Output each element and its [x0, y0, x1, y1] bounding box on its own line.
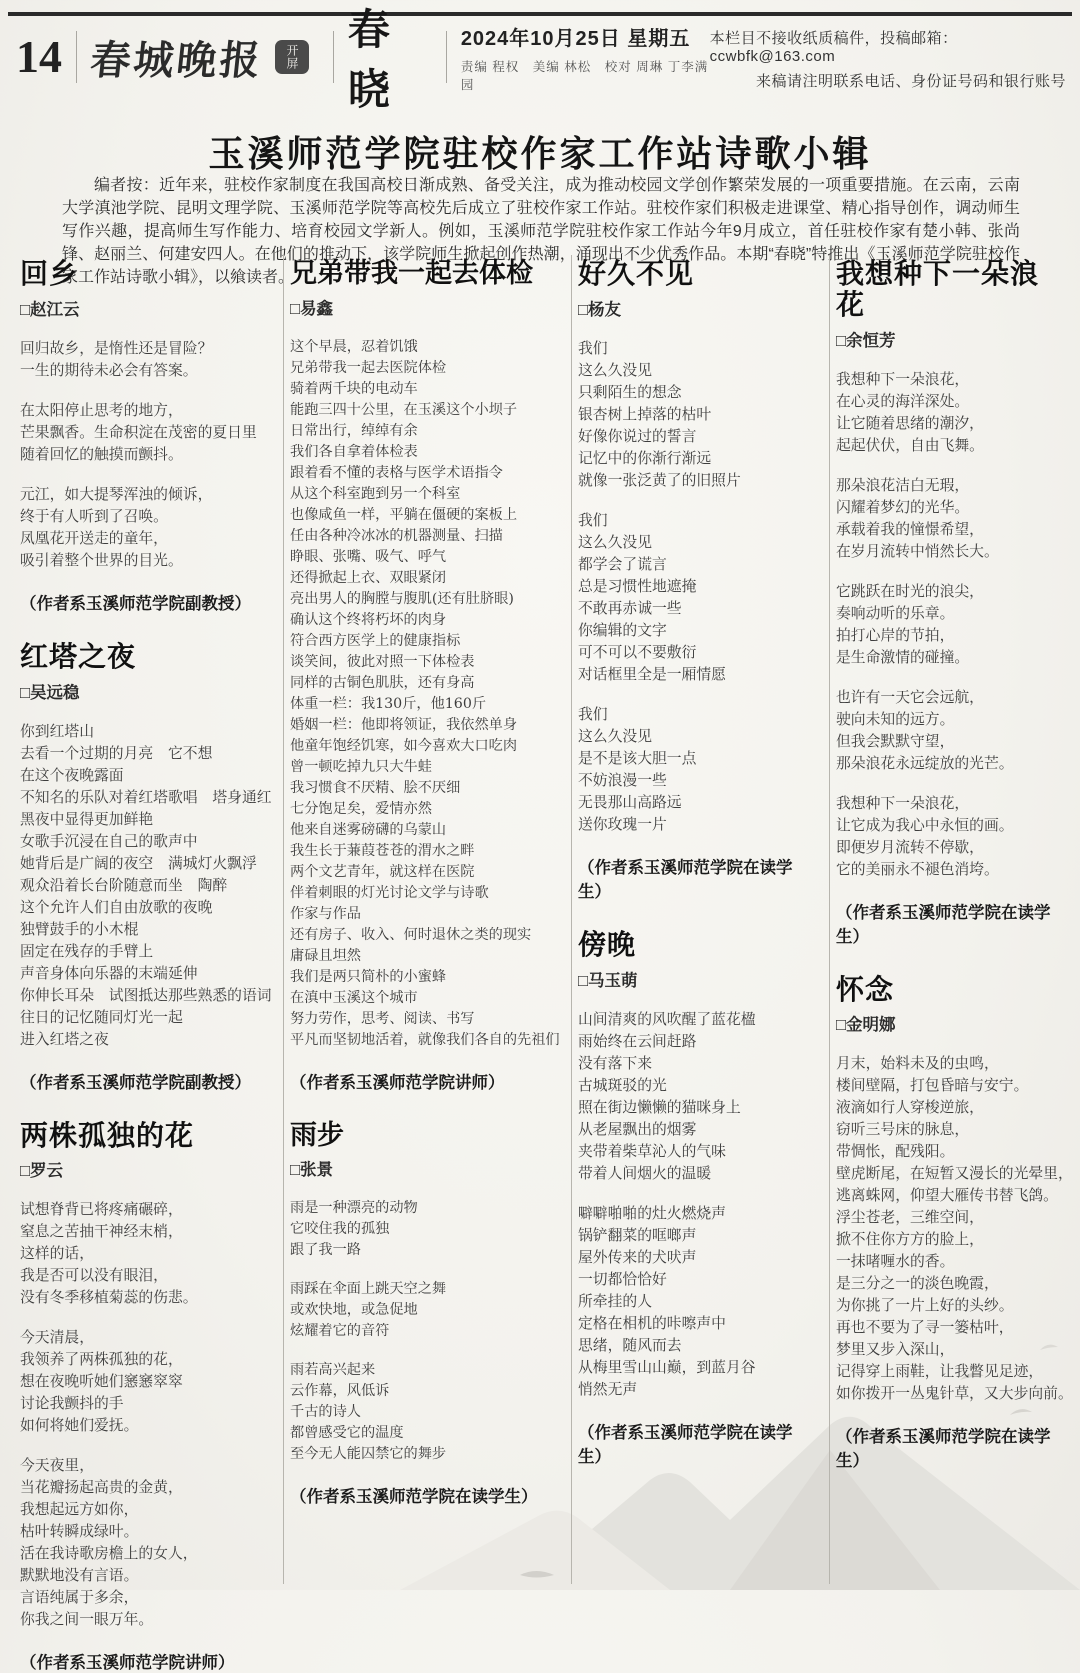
- poem-title: 两株孤独的花: [20, 1119, 195, 1151]
- poem-line: 壁虎断尾，在短暂又漫长的光晕里，: [836, 1165, 1073, 1183]
- poem-line: 我们: [578, 339, 608, 357]
- poem: [578, 259, 815, 902]
- poem-line: 你编辑的文字: [578, 621, 667, 639]
- poem-title: 兄弟带我一起去体检: [290, 258, 533, 288]
- poem-stanza: [836, 1053, 1073, 1405]
- poem-line: 不妨浪漫一些: [578, 771, 667, 789]
- poem-line: 今天清晨，: [20, 1329, 94, 1347]
- poem-stanza: [578, 1203, 815, 1401]
- poem-line: 这么久没见: [578, 727, 652, 745]
- poem-line: 窒息之苦抽干神经末梢，: [20, 1223, 183, 1241]
- poem-author: □马玉萌: [578, 971, 638, 990]
- poem-line: 在这个夜晚露面: [20, 766, 124, 784]
- poem-line: 观众沿着长台阶随意而坐 陶醉: [20, 876, 228, 894]
- poem-stanza: [20, 1199, 269, 1309]
- poem-line: 是生命激情的碰撞。: [836, 648, 970, 666]
- poem-title: 我想种下一朵浪花: [836, 258, 1040, 320]
- poem-line: 日常出行，绰绰有余: [290, 422, 418, 439]
- poem-line: 掀不住你方方的脸上，: [836, 1231, 984, 1249]
- poem-line: 窃听三号床的脉息，: [836, 1121, 970, 1139]
- newspaper-logo: 春城晚报: [88, 36, 266, 84]
- masthead-divider: [333, 31, 334, 83]
- poem-line: 他童年饱经饥寒，如今喜欢大口吃肉: [290, 737, 518, 754]
- poem: [290, 1121, 557, 1508]
- poem-line: 跟了我一路: [290, 1242, 361, 1259]
- poem-line: 回归故乡，是惰性还是冒险？: [20, 339, 213, 357]
- poem-line: 伴着刺眼的灯光讨论文学与诗歌: [290, 884, 489, 901]
- poem-line: 我们: [578, 511, 608, 529]
- poem-line: 活在我诗歌房檐上的女人，: [20, 1545, 198, 1563]
- poem-line: 平凡而坚韧地活着，就像我们各自的先祖们: [290, 1031, 560, 1048]
- editor-note: 编者按：近年来，驻校作家制度在我国高校日渐成熟、备受关注，成为推动校园文学创作繁荣发展的一项重要措施。在云南，云南大学滇池学院、昆明文理学院、玉溪师范学院等高校先后成立了驻校作家工作站。驻校作家们积极走进课堂、精心指导创作，调动师生写作兴趣，提高师生写作能力、培育校园文学新人。例如，玉溪师范学院驻校作家工作站今年9月成立，首任驻校作家有楚小韩、张尚锋、赵丽兰、何建安四人。在他们的推动下，该学院师生掀起创作热潮，涌现出不少优秀作品。本期“春晓”特推出《玉溪师范学院驻校作家工作站诗歌小辑》，以飨读者。: [62, 177, 1020, 286]
- poem-line: 确认这个终将朽坏的肉身: [290, 611, 447, 628]
- poem-attribution: （作者系玉溪师范学院讲师）: [290, 1073, 505, 1092]
- poem-stanza: [836, 475, 1058, 563]
- poem-line: 去看一个过期的月亮 它不想: [20, 744, 213, 762]
- poem-line: 让它随着思绪的潮汐，: [836, 414, 984, 432]
- poem-line: 谈笑间，彼此对照一下体检表: [290, 653, 475, 670]
- poem-line: 只剩陌生的想念: [578, 383, 682, 401]
- poem-line: 两个文艺青年，就这样在医院: [290, 863, 475, 880]
- poem-line: 那朵浪花洁白无瑕，: [836, 476, 970, 494]
- poem-line: 声音身体向乐器的末端延伸: [20, 964, 198, 982]
- poem-line: 再也不要为了寻一篓枯叶，: [836, 1319, 1014, 1337]
- poem-line: 没有冬季移植菊蕊的伤悲。: [20, 1289, 198, 1307]
- poem-line: 一生的期待未必会有答案。: [20, 361, 198, 379]
- poem-line: 可不可以不要敷衍: [578, 643, 697, 661]
- poem-line: 噼噼啪啪的灶火燃烧声: [578, 1204, 726, 1222]
- poem-line: 今天夜里，: [20, 1457, 94, 1475]
- poem-line: 元江，如大提琴浑浊的倾诉，: [20, 485, 213, 503]
- poem-line: 也像咸鱼一样，平躺在僵硬的案板上: [290, 506, 518, 523]
- poem-line: 女歌手沉浸在自己的歌声中: [20, 832, 198, 850]
- poem-line: 独臂鼓手的小木棍: [20, 920, 139, 938]
- poem-line: 想在夜晚听她们窸窸窣窣: [20, 1373, 183, 1391]
- poem-line: 带着人间烟火的温暖: [578, 1164, 712, 1182]
- poem-line: 我想起远方如你，: [20, 1501, 139, 1519]
- poem-line: 我领养了两株孤独的花，: [20, 1351, 183, 1369]
- poem-line: 山间清爽的风吹醒了蓝花楹: [578, 1010, 756, 1028]
- poem-stanza: [578, 1009, 815, 1185]
- poem-line: 你到红塔山: [20, 722, 94, 740]
- poem-stanza: [290, 1279, 557, 1342]
- poem-line: 送你玫瑰一片: [578, 815, 667, 833]
- poem-line: 不敢再赤诚一些: [578, 599, 682, 617]
- poem-line: 但我会默默守望，: [836, 732, 955, 750]
- poem-attribution: （作者系玉溪师范学院副教授）: [20, 594, 251, 613]
- poem-line: 如何将她们爱抚。: [20, 1417, 139, 1435]
- poem-line: 它咬住我的孤独: [290, 1221, 390, 1238]
- poem: [20, 1121, 269, 1673]
- poem-attribution: （作者系玉溪师范学院在读学生）: [836, 1428, 1051, 1471]
- poem-line: 至今无人能囚禁它的舞步: [290, 1446, 447, 1463]
- poem-line: 我想种下一朵浪花，: [836, 370, 970, 388]
- poem-line: 如你拨开一丛鬼针草，又大步向前。: [836, 1385, 1073, 1403]
- poem-stanza: [578, 704, 815, 836]
- poem-line: 带惆怅，配残阳。: [836, 1143, 955, 1161]
- poem-line: 我们是两只简朴的小蜜蜂: [290, 968, 447, 985]
- poem-line: 她背后是广阔的夜空 满城灯火飘浮: [20, 854, 257, 872]
- submission-notice-line1: 本栏目不接收纸质稿件，投稿邮箱：ccwbfk@163.com: [709, 30, 958, 65]
- poem: [20, 640, 272, 1093]
- poem-line: 在心灵的海洋深处。: [836, 392, 970, 410]
- poem: [836, 259, 1058, 947]
- poem-line: 黑夜中显得更加鲜艳: [20, 810, 154, 828]
- poem-line: 闪耀着梦幻的光华。: [836, 498, 970, 516]
- poem-line: 炫耀着它的音符: [290, 1323, 390, 1340]
- section-title: 春晓: [347, 8, 392, 114]
- poem-line: 它的美丽永不褪色消垮。: [836, 860, 999, 878]
- poem-line: 对话框里全是一厢情愿: [578, 665, 726, 683]
- poem-line: 这个早晨，忍着饥饿: [290, 338, 418, 355]
- poem-line: 在岁月流转中悄然长大。: [836, 542, 999, 560]
- poem-line: 试想脊背已将疼痛碾碎，: [20, 1201, 183, 1219]
- poem-line: 我们: [578, 705, 608, 723]
- poem-line: 也许有一天它会远航，: [836, 688, 984, 706]
- poem-line: 那朵浪花永远绽放的光芒。: [836, 754, 1014, 772]
- poem-line: 都曾感受它的温度: [290, 1425, 404, 1442]
- poem-line: 枯叶转瞬成绿叶。: [20, 1523, 139, 1541]
- date-block: [461, 22, 710, 93]
- poem-line: 定格在相机的咔嚓声中: [578, 1314, 726, 1332]
- poem-attribution: （作者系玉溪师范学院在读学生）: [578, 858, 793, 901]
- poem-line: 芒果飘香。生命积淀在茂密的夏日里: [20, 423, 257, 441]
- poem-stanza: [290, 1360, 557, 1465]
- poem-author: □赵江云: [20, 300, 80, 319]
- poem-line: 还得掀起上衣、双眼紧闭: [290, 569, 447, 586]
- poem-line: 任由各种冷冰冰的机器测量、扫描: [290, 527, 503, 544]
- editor-credits: 责编 程权 美编 林松 校对 周琳 丁李满园: [460, 59, 709, 92]
- poem-line: 即便岁月流转不停歇，: [836, 838, 984, 856]
- submission-notice: [710, 23, 1066, 91]
- poem-line: 这么久没见: [578, 361, 652, 379]
- poem-line: 是三分之一的淡色晚霞，: [836, 1275, 999, 1293]
- poem-line: 银杏树上掉落的枯叶: [578, 405, 712, 423]
- poem-line: 言语纯属于多余，: [20, 1589, 139, 1607]
- poem-line: 往日的记忆随同灯光一起: [20, 1008, 183, 1026]
- poem-line: 思绪，随风而去: [578, 1336, 682, 1354]
- poem-title: 好久不见: [578, 258, 695, 289]
- poem-line: 兄弟带我一起去医院体检: [290, 359, 447, 376]
- page-number: 14: [16, 31, 62, 82]
- poem-line: 我们各自拿着体检表: [290, 443, 418, 460]
- poem-line: 这个允许人们自由放歌的夜晚: [20, 898, 213, 916]
- poem-line: 是不是该大胆一点: [578, 749, 697, 767]
- poem-line: 同样的古铜色肌肤，还有身高: [290, 674, 475, 691]
- poem-line: 我生长于蒹葭苍苍的渭水之畔: [290, 842, 475, 859]
- poem-line: 锅铲翻菜的哐啷声: [578, 1226, 697, 1244]
- masthead-top-rule: [8, 12, 1072, 16]
- poem-line: 承载着我的憧憬希望，: [836, 520, 984, 538]
- poem-line: 屋外传来的犬吠声: [578, 1248, 697, 1266]
- poem-line: 云作幕，风低诉: [290, 1383, 390, 1400]
- poem-line: 固定在残存的手臂上: [20, 942, 154, 960]
- poem-line: 驶向未知的远方。: [836, 710, 955, 728]
- poem-author: □易鑫: [290, 299, 333, 318]
- poem-line: 记忆中的你渐行渐远: [578, 449, 712, 467]
- poem-line: 就像一张泛黄了的旧照片: [578, 471, 741, 489]
- poem-line: 雨踩在伞面上跳天空之舞: [290, 1281, 447, 1298]
- poem-line: 液滴如行人穿梭逆旅，: [836, 1099, 984, 1117]
- poem-title: 雨步: [290, 1119, 344, 1150]
- poem-line: 庸碌且坦然: [290, 947, 361, 964]
- poem-line: 照在街边懒懒的猫咪身上: [578, 1098, 741, 1116]
- kaiping-app-badge: 开屏: [275, 40, 309, 74]
- poem-line: 曾一顿吃掉九只大牛蛙: [290, 758, 432, 775]
- poem-column-2: [284, 255, 572, 1584]
- page-title: 玉溪师范学院驻校作家工作站诗歌小辑: [208, 134, 872, 175]
- poem-stanza: [578, 510, 815, 686]
- poem-line: 进入红塔之夜: [20, 1030, 109, 1048]
- poem-line: 努力劳作，思考、阅读、书写: [290, 1010, 475, 1027]
- poem-line: 总是习惯性地遮掩: [578, 577, 697, 595]
- poem-stanza: [290, 1198, 557, 1261]
- poem-line: 符合西方医学上的健康指标: [290, 632, 461, 649]
- poem-author: □余恒芳: [836, 331, 896, 350]
- poem-stanza: [836, 793, 1058, 881]
- poem-line: 随着回忆的触摸而颤抖。: [20, 445, 183, 463]
- poem-line: 七分饱足矣，爱情亦然: [290, 800, 432, 817]
- poem-line: 婚姻一栏：他即将领证，我依然单身: [290, 716, 518, 733]
- poem-line: 所牵挂的人: [578, 1292, 652, 1310]
- poem-line: 吸引着整个世界的目光。: [20, 551, 183, 569]
- poem-stanza: [20, 1455, 269, 1631]
- poem-stanza: [836, 687, 1058, 775]
- poem-title: 回乡: [20, 258, 79, 289]
- poem-attribution: （作者系玉溪师范学院讲师）: [20, 1654, 235, 1673]
- poem-line: 一抹啫喱水的香。: [836, 1253, 955, 1271]
- poem-author: □金明娜: [836, 1016, 896, 1035]
- poem-stanza: [290, 337, 560, 1051]
- poem-line: 雨若高兴起来: [290, 1362, 376, 1379]
- poem: [836, 973, 1073, 1472]
- poem-line: 奏响动听的乐章。: [836, 604, 955, 622]
- poem-line: 凤凰花开送走的童年，: [20, 529, 168, 547]
- masthead-divider: [76, 31, 77, 83]
- poem-line: 这样的话，: [20, 1245, 94, 1263]
- poem-line: 楼间壁隔，打包昏暗与安宁。: [836, 1077, 1029, 1095]
- poem-title: 怀念: [836, 973, 895, 1005]
- poem-line: 体重一栏：我130斤，他160斤: [290, 695, 487, 712]
- poem-author: □吴远稳: [20, 683, 80, 702]
- poem-stanza: [20, 338, 269, 382]
- poem-line: 浮尘苍老，三维空间，: [836, 1209, 984, 1227]
- poem-stanza: [20, 721, 272, 1051]
- poem-line: 终于有人听到了召唤。: [20, 507, 168, 525]
- poem-line: 你我之间一眼万年。: [20, 1611, 154, 1629]
- poem-line: 在滇中玉溪这个城市: [290, 989, 418, 1006]
- poem-title: 傍晚: [578, 928, 637, 960]
- poem-line: 讨论我颤抖的手: [20, 1395, 124, 1413]
- poem-line: 我想种下一朵浪花，: [836, 794, 970, 812]
- poem-line: 它跳跃在时光的浪尖，: [836, 582, 984, 600]
- poem-line: 让它成为我心中永恒的画。: [836, 816, 1014, 834]
- poem-author: □杨友: [578, 300, 621, 319]
- poem-line: 不知名的乐队对着红塔歌唱 塔身通红: [20, 788, 272, 806]
- poem-stanza: [20, 400, 269, 466]
- poem-line: 作家与作品: [290, 905, 361, 922]
- poem-line: 古城斑驳的光: [578, 1076, 667, 1094]
- issue-date: 2024年10月25日 星期五: [460, 27, 691, 50]
- masthead: [16, 8, 1066, 114]
- poem-line: 或欢快地，或急促地: [290, 1302, 418, 1319]
- poem-line: 雨是一种漂亮的动物: [290, 1200, 418, 1217]
- poem: [578, 930, 815, 1467]
- poem-line: 好像你说过的誓言: [578, 427, 697, 445]
- poem-line: 从梅里雪山山巅，到蓝月谷: [578, 1358, 756, 1376]
- poem-line: 记得穿上雨鞋，让我瞥见足迹，: [836, 1363, 1044, 1381]
- poem-line: 亮出男人的胸膛与腹肌(还有肚脐眼): [290, 590, 514, 607]
- poem-column-3: [572, 255, 830, 1584]
- poem-line: 为你挑了一片上好的头纱。: [836, 1297, 1014, 1315]
- poem-line: 起起伏伏，自由飞舞。: [836, 436, 984, 454]
- masthead-divider: [446, 31, 447, 83]
- poem-line: 拍打心岸的节拍，: [836, 626, 955, 644]
- poem-line: 夹带着柴草沁人的气味: [578, 1142, 726, 1160]
- poem-attribution: （作者系玉溪师范学院副教授）: [20, 1073, 251, 1092]
- poem: [20, 259, 269, 614]
- poem-line: 骑着两千块的电动车: [290, 380, 418, 397]
- poem-line: 都学会了谎言: [578, 555, 667, 573]
- poem-line: 梦里又步入深山，: [836, 1341, 955, 1359]
- poem-stanza: [20, 1327, 269, 1437]
- poem-line: 当花瓣扬起高贵的金黄，: [20, 1479, 183, 1497]
- poem-line: 悄然无声: [578, 1380, 638, 1398]
- poem-line: 睁眼、张嘴、吸气、呼气: [290, 548, 447, 565]
- poem-author: □张景: [290, 1161, 333, 1180]
- poem-stanza: [20, 484, 269, 572]
- poem-stanza: [836, 369, 1058, 457]
- poem-line: 我习惯食不厌精、脍不厌细: [290, 779, 461, 796]
- poem-line: 没有落下来: [578, 1054, 652, 1072]
- poem-line: 月末，始料未及的虫鸣，: [836, 1055, 999, 1073]
- poem-column-1: [14, 255, 284, 1673]
- poem-line: 跟着看不懂的表格与医学术语指令: [290, 464, 503, 481]
- poem-line: 能跑三四十公里，在玉溪这个小坝子: [290, 401, 518, 418]
- poem-stanza: [578, 338, 815, 492]
- poem-stanza: [836, 581, 1058, 669]
- poem-line: 你伸长耳朵 试图抵达那些熟悉的语词: [20, 986, 272, 1004]
- poem-line: 逃离蛛网，仰望大雁传书替飞鸽。: [836, 1187, 1058, 1205]
- poem: [290, 258, 560, 1093]
- poem-line: 从老屋飘出的烟雾: [578, 1120, 697, 1138]
- poem-line: 我是否可以没有眼泪，: [20, 1267, 168, 1285]
- poem-line: 雨始终在云间赶路: [578, 1032, 697, 1050]
- poem-line: 还有房子、收入、何时退休之类的现实: [290, 926, 532, 943]
- poem-title: 红塔之夜: [20, 640, 137, 672]
- poem-line: 他来自迷雾磅礴的乌蒙山: [290, 821, 447, 838]
- poem-line: 默默地没有言语。: [20, 1567, 139, 1585]
- poem-author: □罗云: [20, 1162, 63, 1181]
- poem-column-4: [830, 255, 1072, 1584]
- poem-attribution: （作者系玉溪师范学院在读学生）: [290, 1488, 538, 1507]
- poem-line: 千古的诗人: [290, 1404, 361, 1421]
- poem-line: 在太阳停止思考的地方，: [20, 401, 183, 419]
- poem-line: 无畏那山高路远: [578, 793, 682, 811]
- poem-line: 这么久没见: [578, 533, 652, 551]
- poem-attribution: （作者系玉溪师范学院在读学生）: [578, 1423, 793, 1466]
- poem-columns: [14, 255, 1073, 1673]
- poem-attribution: （作者系玉溪师范学院在读学生）: [836, 903, 1051, 946]
- submission-notice-line2: 来稿请注明联系电话、身份证号码和银行账号: [755, 73, 1066, 90]
- poem-line: 一切都恰恰好: [578, 1270, 667, 1288]
- poem-line: 从这个科室跑到另一个科室: [290, 485, 461, 502]
